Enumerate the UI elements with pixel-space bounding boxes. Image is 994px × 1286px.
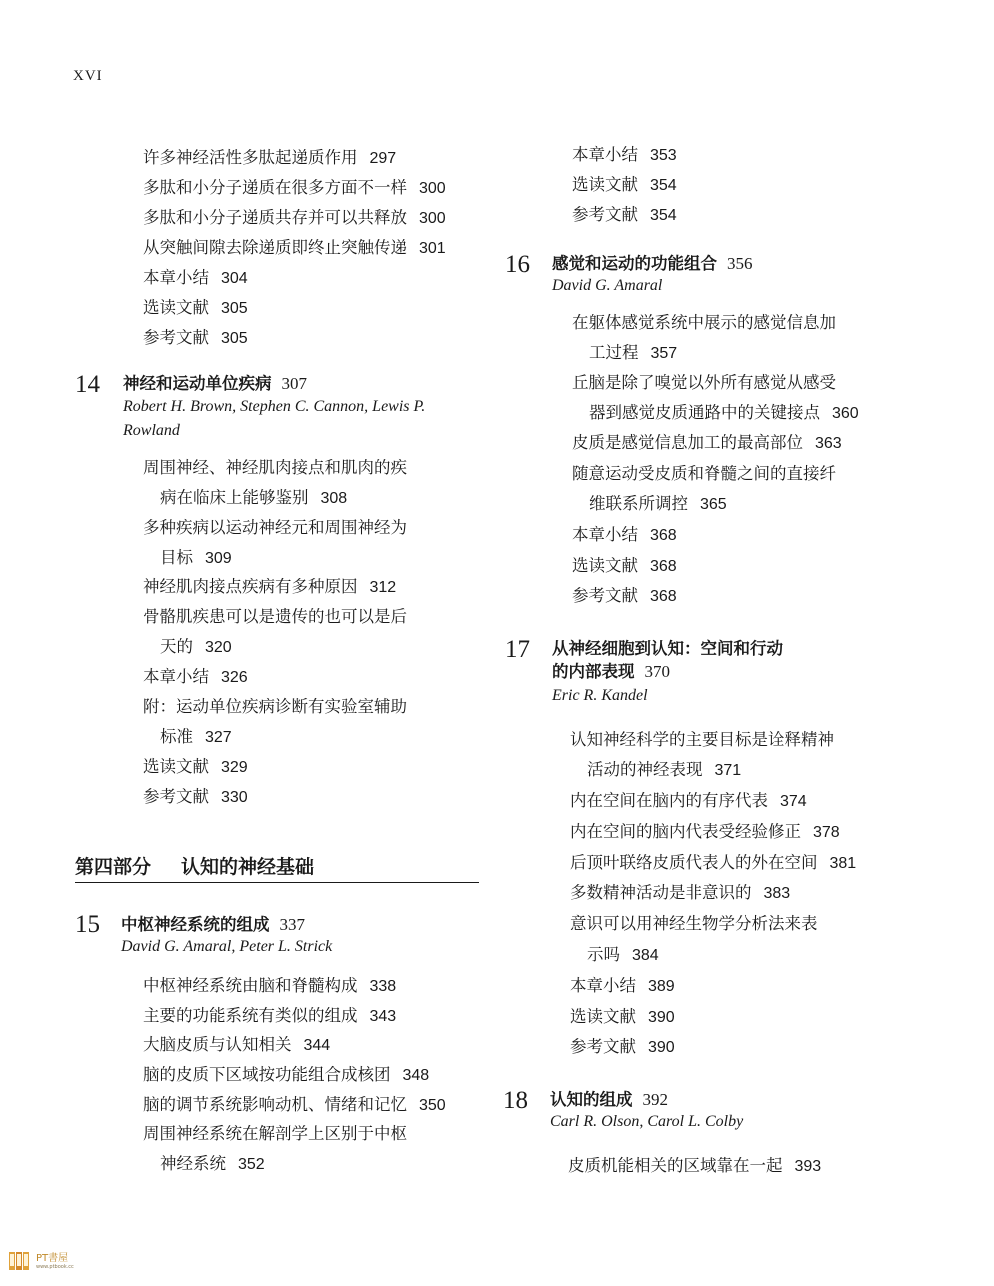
entry-text: 本章小结: [143, 667, 209, 686]
entry-page: 383: [763, 885, 791, 902]
chapter-number: 17: [505, 636, 530, 663]
toc-entry-continuation[interactable]: [589, 403, 859, 424]
entry-text: 器到感觉皮质通路中的关键接点: [589, 403, 820, 422]
entry-page: 350: [419, 1097, 446, 1114]
part-heading[interactable]: [75, 852, 314, 879]
entry-page: 354: [650, 177, 677, 194]
toc-entry-line[interactable]: [572, 373, 836, 393]
toc-entry[interactable]: [143, 976, 396, 997]
entry-text: 本章小结: [572, 145, 638, 164]
entry-page: 353: [650, 147, 677, 164]
entry-page: 389: [648, 978, 675, 995]
chapter-page: 356: [727, 254, 753, 273]
toc-entry[interactable]: [143, 1065, 429, 1086]
entry-text: 中枢神经系统由脑和脊髓构成: [143, 976, 358, 995]
chapter-authors: Robert H. Brown, Stephen C. Cannon, Lewis P.: [123, 398, 426, 415]
entry-text: 多种疾病以运动神经元和周围神经为: [143, 518, 407, 537]
toc-entry-continuation[interactable]: [160, 1154, 265, 1175]
entry-text: 大脑皮质与认知相关: [143, 1035, 292, 1054]
watermark-site: www.ptbook.cc: [36, 1263, 74, 1270]
toc-entry-continuation[interactable]: [160, 637, 232, 658]
entry-page: 301: [419, 240, 446, 257]
entry-page: 384: [632, 947, 659, 964]
toc-entry-line[interactable]: [143, 607, 407, 627]
entry-text: 皮质是感觉信息加工的最高部位: [572, 433, 803, 452]
entry-text: 内在空间的脑内代表受经验修正: [570, 822, 801, 841]
chapter-number: 14: [75, 371, 100, 398]
entry-text: 在躯体感觉系统中展示的感觉信息加: [572, 313, 836, 332]
entry-page: 304: [221, 270, 248, 287]
toc-entry[interactable]: [568, 1156, 821, 1177]
chapter-title-text: 感觉和运动的功能组合: [552, 254, 717, 273]
entry-text: 目标: [160, 548, 193, 567]
entry-text: 选读文献: [143, 298, 209, 317]
entry-page: 357: [650, 345, 678, 362]
toc-entry[interactable]: [570, 883, 790, 904]
entry-text: 选读文献: [570, 1007, 636, 1026]
entry-text: 内在空间在脑内的有序代表: [570, 791, 768, 810]
toc-entry[interactable]: [572, 145, 677, 166]
entry-text: 后顶叶联络皮质代表人的外在空间: [570, 853, 818, 872]
entry-page: 300: [419, 180, 446, 197]
entry-page: 360: [832, 405, 859, 422]
part-divider: [75, 882, 479, 883]
chapter-number: 18: [503, 1087, 528, 1114]
chapter-title-text: 认知的组成: [550, 1090, 633, 1109]
entry-text: 选读文献: [572, 556, 638, 575]
entry-text: 活动的神经表现: [587, 760, 703, 779]
toc-entry-continuation[interactable]: [160, 548, 232, 569]
entry-text: 参考文献: [572, 586, 638, 605]
entry-text: 参考文献: [143, 787, 209, 806]
chapter-title[interactable]: [552, 254, 753, 274]
entry-text: 皮质机能相关的区域靠在一起: [568, 1156, 783, 1175]
toc-entry[interactable]: [572, 556, 677, 577]
entry-page: 309: [205, 550, 232, 567]
chapter-page: 337: [279, 915, 305, 934]
book-icon: [8, 1250, 32, 1272]
entry-page: 308: [320, 490, 348, 507]
entry-page: 330: [221, 789, 248, 806]
entry-text: 天的: [160, 637, 193, 656]
toc-entry[interactable]: [143, 667, 248, 688]
toc-entry[interactable]: [143, 148, 396, 169]
toc-entry-continuation[interactable]: [589, 343, 677, 364]
entry-text: 附：运动单位疾病诊断有实验室辅助: [143, 697, 407, 716]
chapter-title[interactable]: [550, 1090, 668, 1110]
toc-entry-continuation[interactable]: [589, 494, 727, 515]
toc-entry[interactable]: [143, 238, 446, 259]
toc-entry-line[interactable]: [570, 914, 818, 934]
chapter-authors: David G. Amaral, Peter L. Strick: [121, 938, 333, 955]
entry-text: 参考文献: [143, 328, 209, 347]
entry-text: 选读文献: [143, 757, 209, 776]
chapter-authors: Rowland: [123, 422, 180, 439]
entry-page: 393: [794, 1158, 822, 1175]
part-label: 第四部分: [75, 856, 152, 878]
entry-page: 326: [221, 669, 248, 686]
chapter-title-text: 的内部表现: [552, 662, 635, 681]
entry-text: 神经系统: [160, 1154, 226, 1173]
toc-entry[interactable]: [143, 1095, 446, 1116]
chapter-number: 15: [75, 911, 100, 938]
entry-text: 维联系所调控: [589, 494, 688, 513]
entry-text: 选读文献: [572, 175, 638, 194]
chapter-authors: Carl R. Olson, Carol L. Colby: [550, 1113, 744, 1130]
chapter-title[interactable]: [123, 374, 307, 394]
toc-entry[interactable]: [143, 268, 248, 289]
entry-text: 丘脑是除了嗅觉以外所有感觉从感受: [572, 373, 836, 392]
entry-page: 320: [205, 639, 232, 656]
toc-entry[interactable]: [572, 205, 677, 226]
entry-text: 多肽和小分子递质共存并可以共释放: [143, 208, 407, 227]
toc-entry-line[interactable]: [570, 730, 834, 750]
toc-entry[interactable]: [572, 586, 677, 607]
entry-page: 365: [700, 496, 727, 513]
toc-entry[interactable]: [143, 298, 248, 319]
toc-entry-line[interactable]: [572, 464, 836, 484]
entry-page: 371: [714, 762, 742, 779]
entry-page: 354: [650, 207, 677, 224]
watermark-logo: [8, 1250, 74, 1272]
toc-entry[interactable]: [143, 577, 396, 598]
toc-entry[interactable]: [570, 1037, 675, 1058]
entry-text: 多数精神活动是非意识的: [570, 883, 752, 902]
chapter-title-continuation[interactable]: [552, 662, 670, 682]
entry-page: 368: [650, 558, 677, 575]
entry-text: 从突触间隙去除递质即终止突触传递: [143, 238, 407, 257]
toc-entry[interactable]: [570, 976, 675, 997]
entry-text: 本章小结: [570, 976, 636, 995]
entry-text: 许多神经活性多肽起递质作用: [143, 148, 358, 167]
entry-text: 示吗: [587, 945, 620, 964]
entry-text: 周围神经系统在解剖学上区别于中枢: [143, 1124, 407, 1143]
entry-text: 认知神经科学的主要目标是诠释精神: [570, 730, 834, 749]
entry-page: 300: [419, 210, 446, 227]
entry-text: 意识可以用神经生物学分析法来表: [570, 914, 818, 933]
entry-page: 368: [650, 588, 677, 605]
entry-text: 多肽和小分子递质在很多方面不一样: [143, 178, 407, 197]
toc-entry[interactable]: [143, 208, 446, 229]
entry-text: 参考文献: [570, 1037, 636, 1056]
entry-page: 329: [221, 759, 248, 776]
page-number: XVI: [73, 68, 103, 84]
entry-page: 343: [369, 1008, 397, 1025]
entry-page: 312: [369, 579, 397, 596]
toc-entry-line[interactable]: [143, 458, 407, 478]
entry-page: 390: [648, 1009, 675, 1026]
entry-page: 363: [815, 435, 842, 452]
entry-page: 305: [221, 330, 248, 347]
toc-entry[interactable]: [143, 757, 248, 778]
toc-entry[interactable]: [570, 853, 856, 874]
toc-entry[interactable]: [570, 791, 807, 812]
watermark-text: PT書屋: [36, 1252, 69, 1264]
entry-page: 381: [829, 855, 857, 872]
entry-text: 主要的功能系统有类似的组成: [143, 1006, 358, 1025]
toc-entry[interactable]: [570, 822, 840, 843]
entry-page: 352: [238, 1156, 265, 1173]
entry-text: 标准: [160, 727, 193, 746]
toc-entry-line[interactable]: [143, 1124, 407, 1144]
toc-entry-line[interactable]: [572, 313, 836, 333]
entry-page: 378: [813, 824, 840, 841]
toc-entry[interactable]: [572, 175, 677, 196]
entry-text: 病在临床上能够鉴别: [160, 488, 309, 507]
chapter-number: 16: [505, 251, 530, 278]
toc-entry[interactable]: [572, 525, 677, 546]
entry-page: 327: [205, 729, 232, 746]
entry-page: 344: [303, 1037, 331, 1054]
entry-text: 脑的皮质下区域按功能组合成核团: [143, 1065, 391, 1084]
toc-entry[interactable]: [143, 328, 248, 349]
entry-text: 参考文献: [572, 205, 638, 224]
toc-entry-line[interactable]: [143, 697, 407, 717]
chapter-title[interactable]: [552, 639, 783, 659]
entry-page: 390: [648, 1039, 675, 1056]
toc-entry[interactable]: [572, 433, 842, 454]
toc-entry-continuation[interactable]: [160, 727, 232, 748]
chapter-page: 307: [281, 374, 307, 393]
chapter-title-text: 从神经细胞到认知：空间和行动: [552, 639, 783, 658]
chapter-page: 392: [642, 1090, 668, 1109]
toc-entry-continuation[interactable]: [587, 760, 741, 781]
entry-page: 338: [369, 978, 397, 995]
chapter-title-text: 神经和运动单位疾病: [123, 374, 272, 393]
entry-page: 374: [780, 793, 807, 810]
chapter-authors: David G. Amaral: [552, 277, 663, 294]
chapter-authors: Eric R. Kandel: [552, 687, 648, 704]
entry-text: 本章小结: [143, 268, 209, 287]
toc-entry[interactable]: [143, 1035, 330, 1056]
chapter-title[interactable]: [121, 915, 305, 935]
entry-page: 368: [650, 527, 677, 544]
toc-entry[interactable]: [143, 787, 248, 808]
toc-entry-line[interactable]: [143, 518, 407, 538]
chapter-page: 370: [644, 662, 670, 681]
entry-text: 神经肌肉接点疾病有多种原因: [143, 577, 358, 596]
chapter-title-text: 中枢神经系统的组成: [121, 915, 270, 934]
toc-entry[interactable]: [570, 1007, 675, 1028]
toc-entry[interactable]: [143, 1006, 396, 1027]
entry-text: 脑的调节系统影响动机、情绪和记忆: [143, 1095, 407, 1114]
entry-text: 本章小结: [572, 525, 638, 544]
entry-text: 骨骼肌疾患可以是遗传的也可以是后: [143, 607, 407, 626]
entry-page: 297: [369, 150, 397, 167]
toc-entry-continuation[interactable]: [587, 945, 659, 966]
entry-text: 工过程: [589, 343, 639, 362]
entry-text: 周围神经、神经肌肉接点和肌肉的疾: [143, 458, 407, 477]
entry-page: 348: [402, 1067, 430, 1084]
entry-page: 305: [221, 300, 248, 317]
toc-entry[interactable]: [143, 178, 446, 199]
part-title: 认知的神经基础: [181, 856, 315, 878]
entry-text: 随意运动受皮质和脊髓之间的直接纤: [572, 464, 836, 483]
toc-entry-continuation[interactable]: [160, 488, 347, 509]
